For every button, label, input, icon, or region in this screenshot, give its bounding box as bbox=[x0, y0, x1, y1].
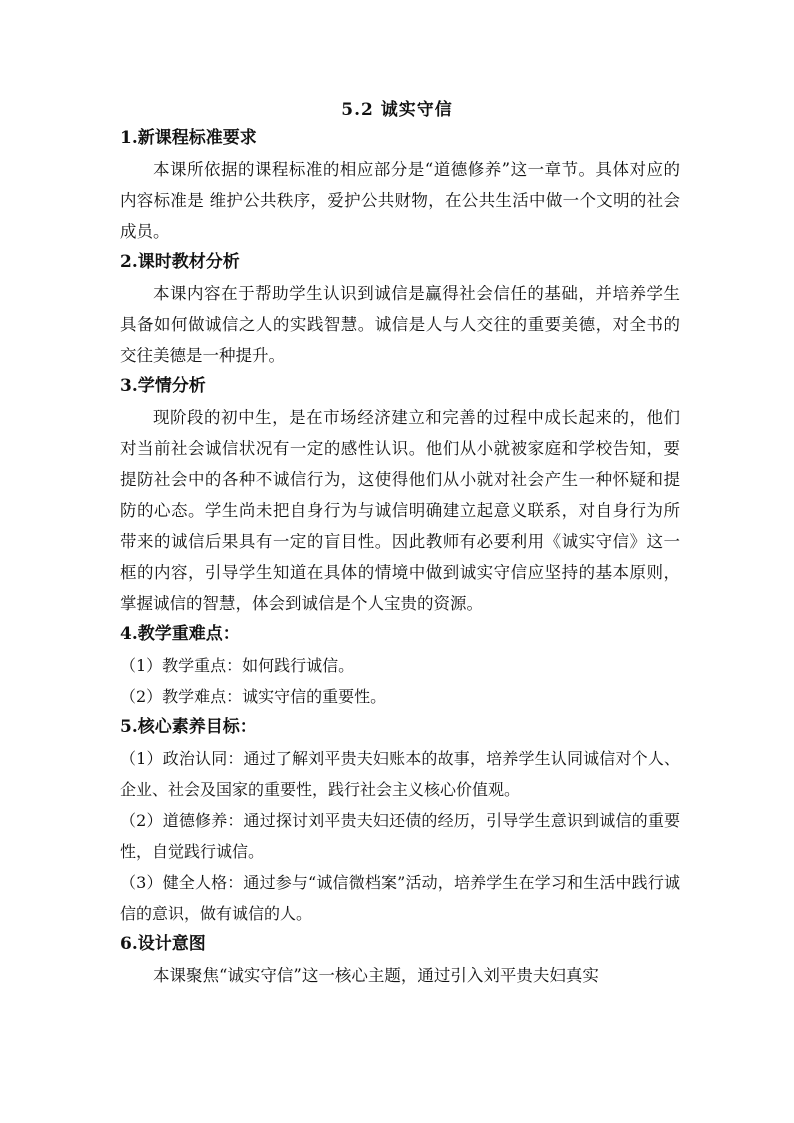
section-paragraph: 本课所依据的课程标准的相应部分是“道德修养”这一章节。具体对应的内容标准是 维护公共秩序，爱护公共财物，在公共生活中做一个文明的社会成员。 bbox=[120, 160, 680, 241]
section-design-intent bbox=[120, 929, 680, 991]
list-item: （3）健全人格：通过参与“诚信微档案”活动，培养学生在学习和生活中践行诚信的意识，做有诚信的人。 bbox=[120, 873, 680, 923]
section-heading: 1.新课程标准要求 bbox=[120, 128, 257, 148]
section-paragraph: 现阶段的初中生，是在市场经济建立和完善的过程中成长起来的，他们对当前社会诚信状况有一定的感性认识。他们从小就被家庭和学校告知，要提防社会中的各种不诚信行为，这使得他们从小就对社会产生一种怀疑和提防的心态。学生尚未把自身行为与诚信明确建立起意义联系，对自身行为所带来的诚信后果具有一定的盲目性。因此教师有必要利用《诚实守信》这一框的内容，引导学生知道在具体的情境中做到诚实守信应坚持的基本原则，掌握诚信的智慧，体会到诚信是个人宝贵的资源。 bbox=[120, 408, 680, 613]
section-paragraph: 本课聚焦“诚实守信”这一核心主题，通过引入刘平贵夫妇真实 bbox=[153, 966, 599, 985]
section-heading: 2.课时教材分析 bbox=[120, 252, 240, 272]
section-heading: 3.学情分析 bbox=[120, 376, 206, 396]
document-title: 5.2 诚实守信 bbox=[341, 100, 453, 120]
section-key-difficult-points bbox=[120, 619, 680, 712]
list-item: （2）教学难点：诚实守信的重要性。 bbox=[120, 687, 387, 706]
section-textbook-analysis bbox=[120, 247, 680, 371]
list-item: （2）道德修养：通过探讨刘平贵夫妇还债的经历，引导学生意识到诚信的重要性，自觉践行诚信。 bbox=[120, 811, 680, 861]
section-core-literacy-goals bbox=[120, 712, 680, 929]
document-body bbox=[120, 123, 680, 991]
section-student-analysis bbox=[120, 371, 680, 619]
section-heading: 6.设计意图 bbox=[120, 934, 206, 954]
section-heading: 4.教学重难点： bbox=[120, 624, 240, 644]
section-paragraph: 本课内容在于帮助学生认识到诚信是赢得社会信任的基础，并培养学生具备如何做诚信之人的实践智慧。诚信是人与人交往的重要美德，对全书的交往美德是一种提升。 bbox=[120, 284, 680, 365]
section-curriculum-standard bbox=[120, 123, 680, 247]
list-item: （1）政治认同：通过了解刘平贵夫妇账本的故事，培养学生认同诚信对个人、企业、社会及国家的重要性，践行社会主义核心价值观。 bbox=[120, 749, 680, 799]
list-item: （1）教学重点：如何践行诚信。 bbox=[120, 656, 355, 675]
section-heading: 5.核心素养目标： bbox=[120, 717, 257, 737]
